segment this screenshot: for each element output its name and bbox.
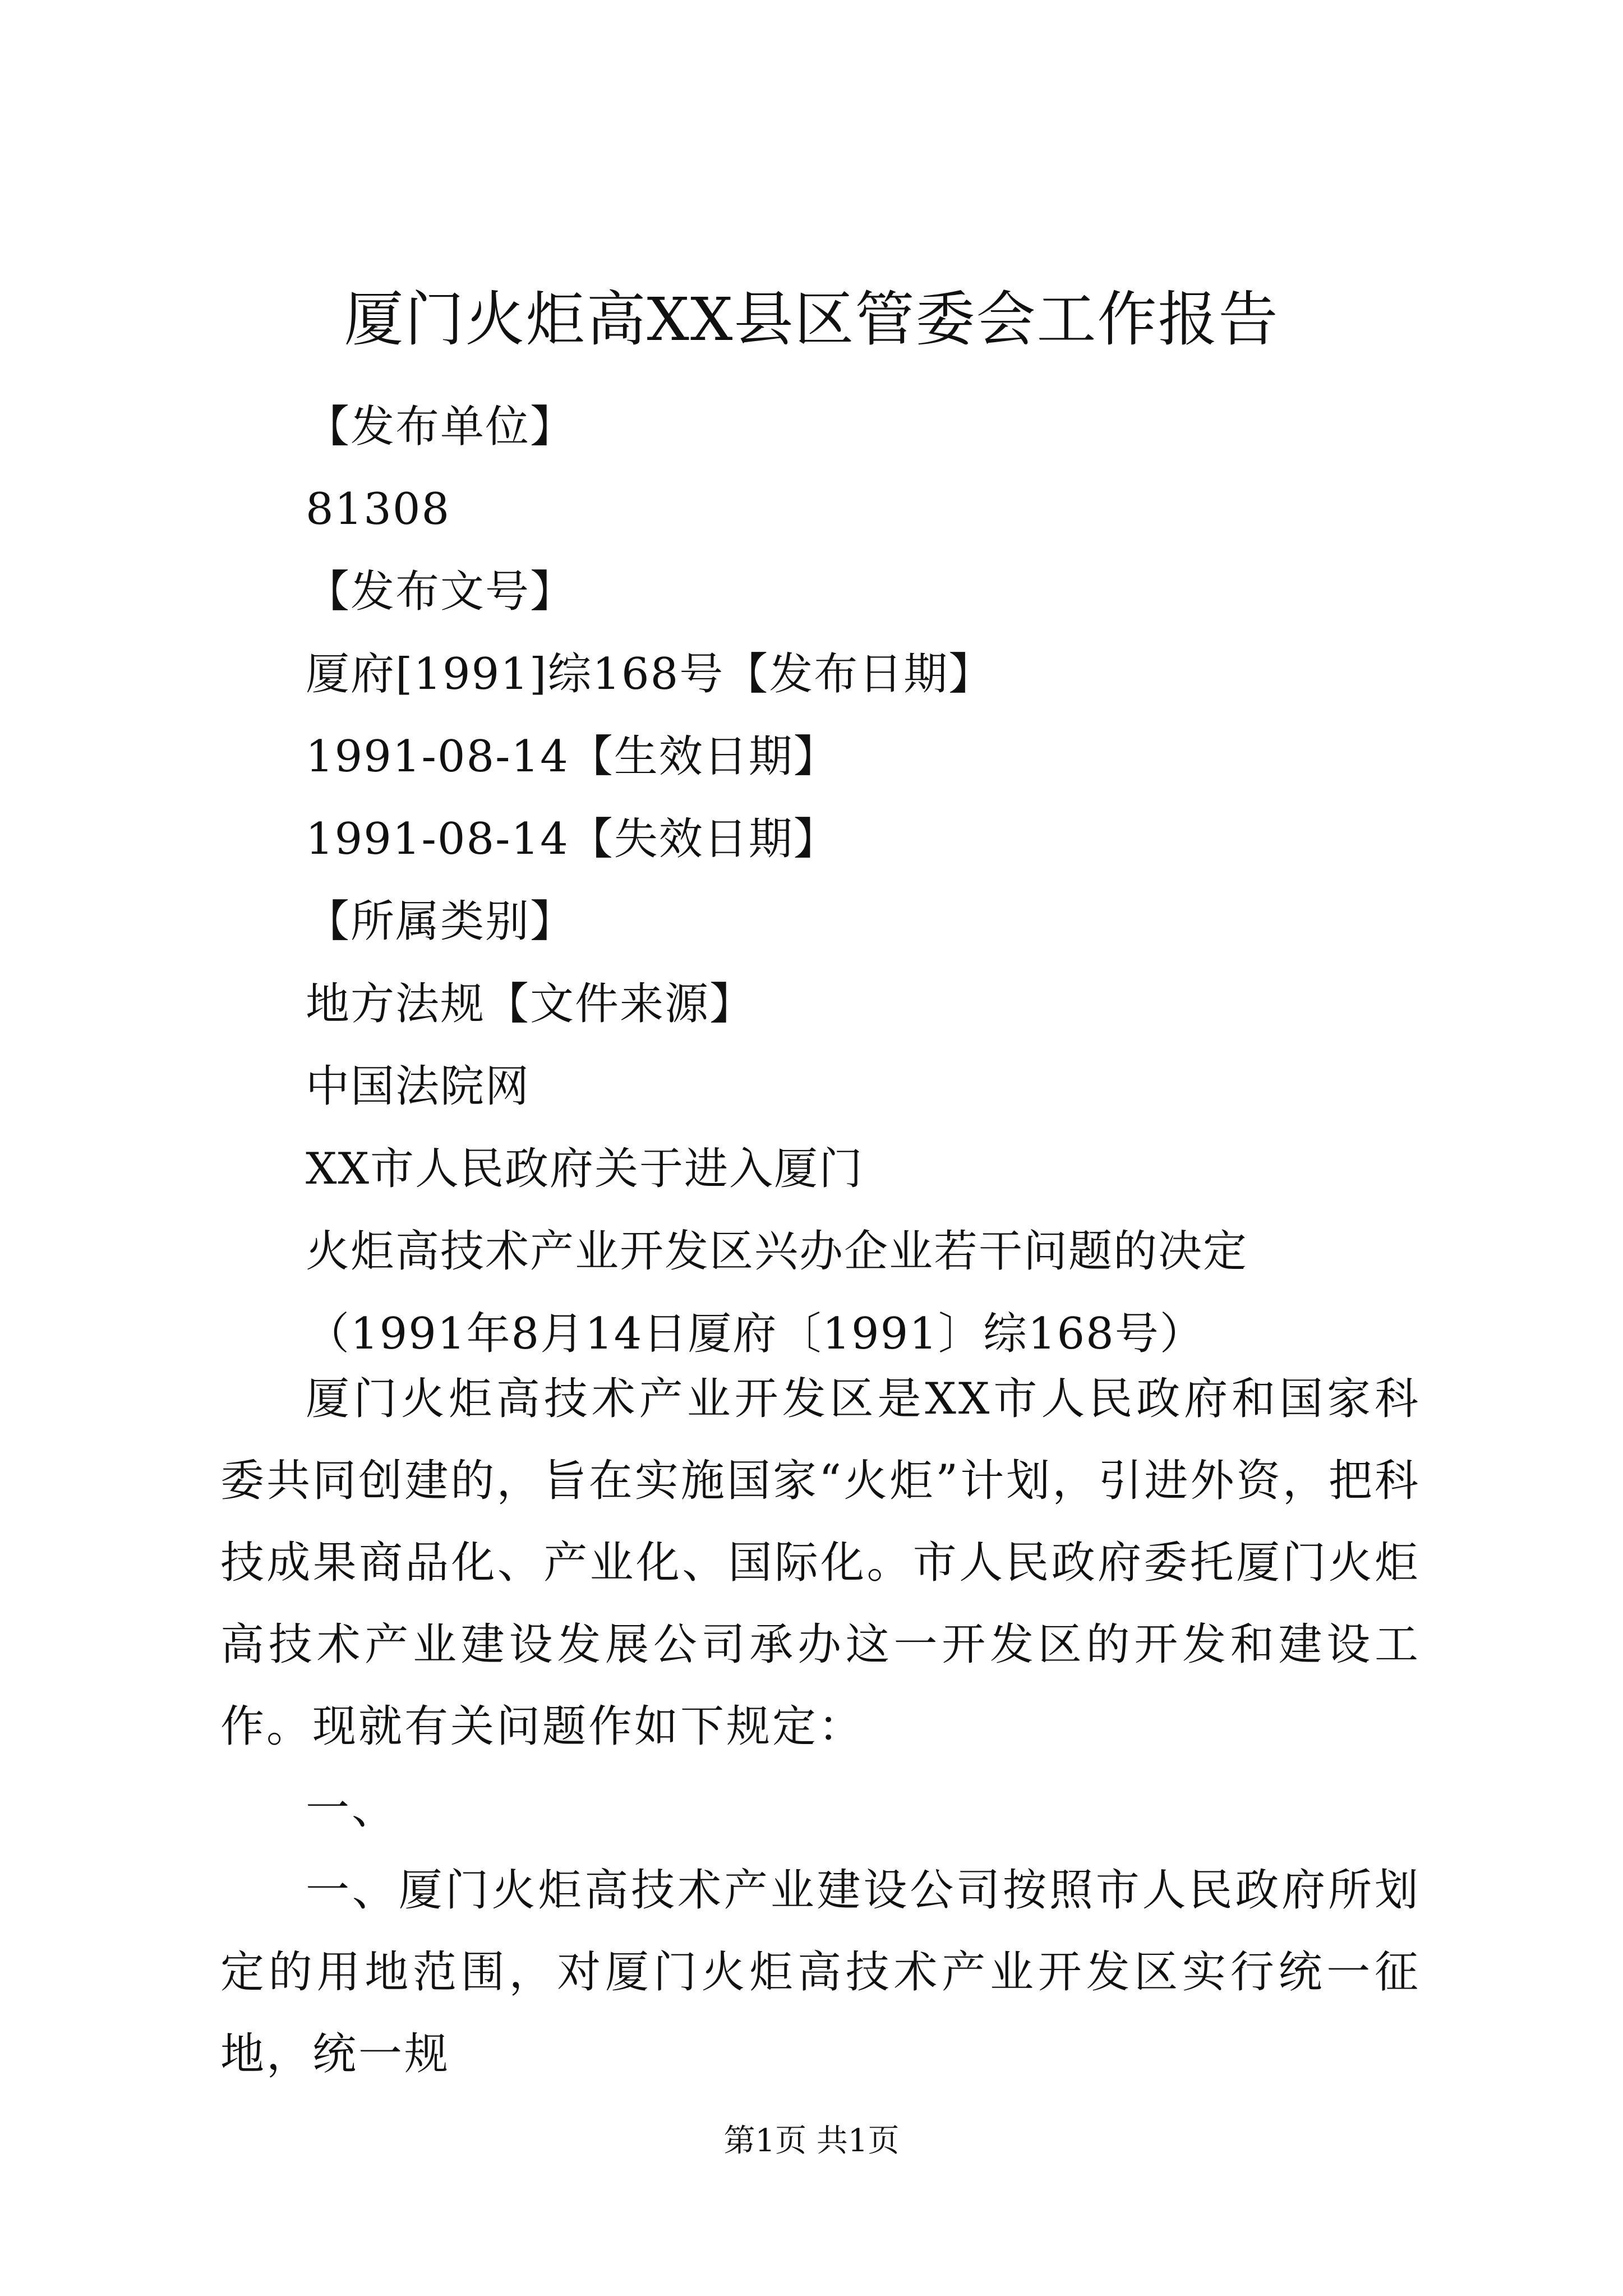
meta-line: 1991-08-14【生效日期】 bbox=[306, 731, 838, 782]
meta-line: 地方法规【文件来源】 bbox=[306, 979, 755, 1029]
meta-line: 【所属类别】 bbox=[306, 896, 575, 947]
page-footer: 第1页 共1页 bbox=[723, 2123, 900, 2159]
meta-line: 【发布文号】 bbox=[306, 567, 575, 617]
meta-line: （1991年8月14日厦府〔1991〕综168号） bbox=[306, 1309, 1205, 1359]
body-paragraph: 一、厦门火炬高技术产业建设公司按照市人民政府所划定的用地范围，对厦门火炬高技术产业开发区实行统一征地，统一规 bbox=[220, 1865, 1421, 2079]
meta-line: 中国法院网 bbox=[306, 1061, 531, 1112]
document-title: 厦门火炬高XX县区管委会工作报告 bbox=[344, 285, 1279, 354]
meta-line: 火炬高技术产业开发区兴办企业若干问题的决定 bbox=[306, 1226, 1248, 1277]
meta-line: 【发布单位】 bbox=[306, 402, 575, 452]
body-paragraph: 一、 bbox=[306, 1783, 398, 1834]
meta-line: 厦府[1991]综168号【发布日期】 bbox=[306, 649, 994, 700]
document-meta bbox=[306, 386, 1427, 1375]
meta-line: 1991-08-14【失效日期】 bbox=[306, 814, 838, 864]
body-paragraph: 厦门火炬高技术产业开发区是XX市人民政府和国家科委共同创建的，旨在实施国家“火炬”计划，引进外资，把科技成果商品化、产业化、国际化。市人民政府委托厦门火炬高技术产业建设发展公司承办这一开发区的开发和建设工作。现就有关问题作如下规定： bbox=[220, 1374, 1421, 1752]
document-body bbox=[220, 1358, 1421, 2095]
meta-line: XX市人民政府关于进入厦门 bbox=[306, 1144, 864, 1194]
meta-line: 81308 bbox=[306, 484, 451, 535]
